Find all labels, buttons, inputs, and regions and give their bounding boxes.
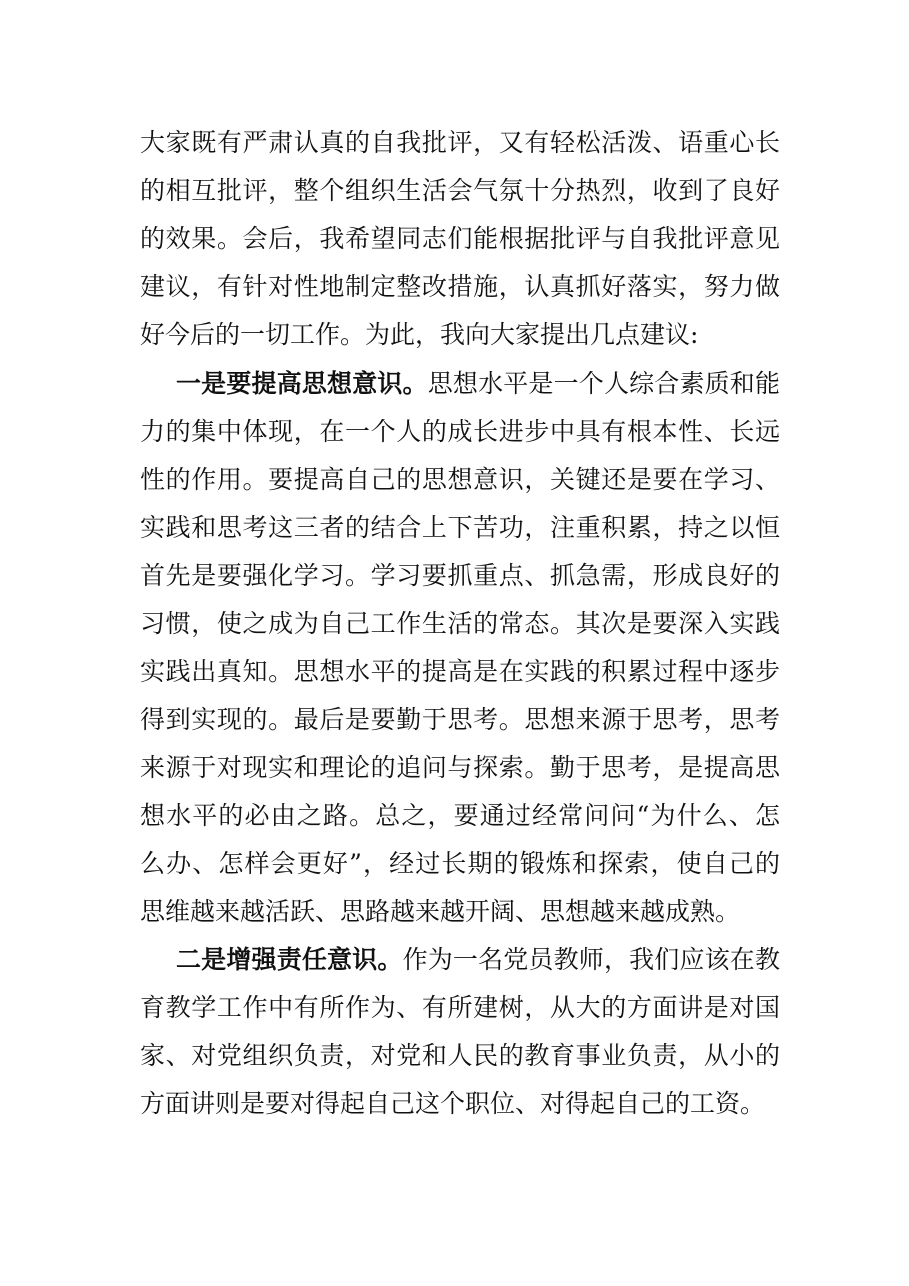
paragraph-2-line: 实践和思考这三者的结合上下苦功，注重积累，持之以恒 [140, 513, 780, 542]
paragraph-1-line: 建议，有针对性地制定整改措施，认真抓好落实，努力做 [140, 272, 780, 301]
paragraph-3-line: 育教学工作中有所作为、有所建树，从大的方面讲是对国 [140, 993, 780, 1022]
paragraph-1-line: 的效果。会后，我希望同志们能根据批评与自我批评意见 [140, 224, 780, 253]
paragraph-2-text: 思想水平是一个人综合素质和能 [427, 369, 780, 398]
paragraph-1-line: 大家既有严肃认真的自我批评，又有轻松活泼、语重心长 [140, 128, 780, 157]
paragraph-2-line: 性的作用。要提高自己的思想意识，关键还是要在学习、 [140, 465, 780, 494]
paragraph-2-line: 力的集中体现，在一个人的成长进步中具有根本性、长远 [140, 417, 780, 446]
paragraph-2-line: 思维越来越活跃、思路越来越开阔、思想越来越成熟。 [140, 897, 741, 926]
paragraph-3-line: 家、对党组织负责，对党和人民的教育事业负责，从小的 [140, 1041, 780, 1070]
paragraph-1-line: 好今后的一切工作。为此，我向大家提出几点建议: [140, 320, 699, 349]
paragraph-2-line: 来源于对现实和理论的追问与探索。勤于思考，是提高思 [140, 753, 780, 782]
paragraph-3-text: 作为一名党员教师，我们应该在教 [402, 945, 780, 974]
paragraph-2-heading: 一是要提高思想意识。 [176, 369, 428, 398]
paragraph-2-line: 首先是要强化学习。学习要抓重点、抓急需，形成良好的 [140, 561, 780, 590]
paragraph-2-first-line [176, 368, 780, 400]
paragraph-1-line: 的相互批评，整个组织生活会气氛十分热烈，收到了良好 [140, 176, 780, 205]
paragraph-3-line: 方面讲则是要对得起自己这个职位、对得起自己的工资。 [140, 1089, 766, 1118]
paragraph-2-line: 么办、怎样会更好”，经过长期的锻炼和探索，使自己的 [140, 849, 780, 878]
paragraph-2-line: 得到实现的。最后是要勤于思考。思想来源于思考，思考 [140, 705, 780, 734]
paragraph-3-heading: 二是增强责任意识。 [176, 945, 403, 974]
paragraph-2-line: 想水平的必由之路。总之，要通过经常问问“为什么、怎 [140, 801, 780, 830]
paragraph-3-first-line [176, 944, 780, 976]
paragraph-2-line: 实践出真知。思想水平的提高是在实践的积累过程中逐步 [140, 657, 780, 686]
paragraph-2-line: 习惯，使之成为自己工作生活的常态。其次是要深入实践 [140, 609, 780, 638]
